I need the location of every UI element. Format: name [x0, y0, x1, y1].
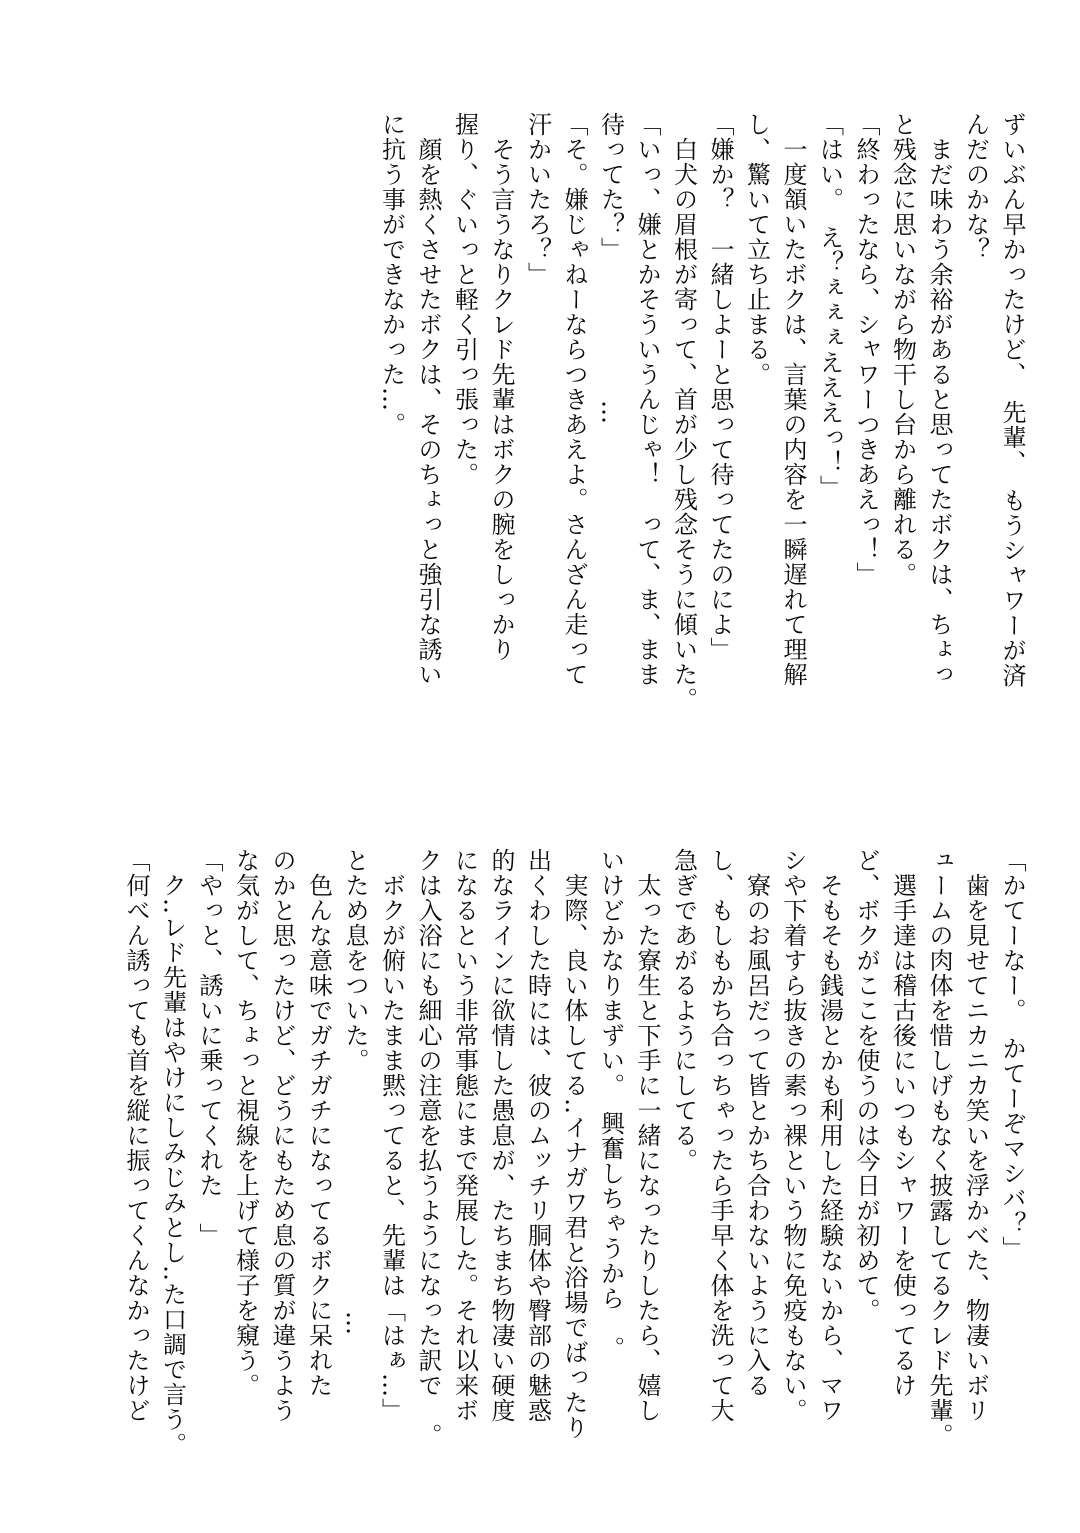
text-line: シや下着すら抜きの素っ裸という物に免疫もない。 — [779, 848, 807, 1423]
text-line: とため息をついた。 … — [341, 848, 369, 1336]
text-line: 寮のお風呂だって皆とかち合わないように入る — [742, 848, 771, 1398]
text-line: 待ってた？」 … — [596, 112, 625, 425]
text-line: な気がして、ちょっと視線を上げて様子を窺う。 — [231, 848, 260, 1398]
text-line: 歯を見せてニカニカ笑いを浮かべた、物凄いボリ — [961, 848, 990, 1423]
text-line: 選手達は稽古後にいつもシャワーを使ってるけ — [888, 848, 917, 1398]
text-line: いけどかなりまずい。 興奮しちゃうから 。 — [596, 848, 625, 1361]
text-line: クは入浴にも細心の注意を払うようになった訳で 。 — [414, 848, 442, 1448]
text-line: と残念に思いながら物干し台から離れる。 — [888, 112, 917, 587]
text-line: そもそも銭湯とかも利用した経験ないから、マワ — [815, 848, 844, 1423]
lower-text-block — [118, 848, 1031, 1488]
text-line: ュームの肉体を惜しげもなく披露してるクレド先輩。 — [925, 848, 953, 1448]
text-line: 「何べん誘っても首を縦に振ってくんなかったけど — [122, 848, 150, 1423]
text-line: 太った寮生と下手に一緒になったりしたら、嬉し — [633, 848, 661, 1423]
text-line: 「そ。嫌じゃねーならつきあえよ。さんざん走って — [560, 112, 588, 687]
text-line: 実際、良い体してる‥イナガワ君と浴場でばったり — [560, 848, 588, 1441]
text-line: ど、ボクがここを使うのは今日が初めて。 — [852, 848, 880, 1323]
text-line: んだのかな？ — [961, 112, 990, 262]
text-line: ずいぶん早かったけど、 先輩、 もうシャワーが済 — [998, 112, 1026, 688]
upper-text-block — [373, 112, 1030, 724]
text-line: まだ味わう余裕があると思ってたボクは、ちょっ — [925, 112, 953, 687]
text-line: 「終わったなら、シャワーつきあえっ！」 — [852, 112, 880, 587]
text-line: 「やっと、誘いに乗ってくれた 」 — [195, 848, 223, 1248]
text-line: に抗う事ができなかった…。 — [377, 112, 406, 437]
text-line: し、もしもかち合っちゃったら手早く体を洗って大 — [706, 848, 734, 1423]
text-line: 握り、ぐいっと軽く引っ張った。 — [450, 112, 479, 487]
text-line: 白犬の眉根が寄って、首が少し残念そうに傾いた。 — [669, 112, 698, 712]
text-line: ボクが俯いたまま黙ってると、先輩は「はぁ…」 — [377, 848, 406, 1423]
text-line: し、驚いて立ち止まる。 — [742, 112, 771, 387]
text-line: 汗かいたろ？」 — [523, 112, 552, 287]
text-line: そう言うなりクレド先輩はボクの腕をしっかり — [487, 112, 515, 662]
text-line: ク‥レド先輩はやけにしみじみとし‥た口調で言う。 — [158, 848, 187, 1458]
text-line: 的なラインに欲情した愚息が、たちまち物凄い硬度 — [487, 848, 515, 1423]
text-line: のかと思ったけど、どうにもため息の質が違うよう — [268, 848, 296, 1423]
text-line: 一度頷いたボクは、言葉の内容を一瞬遅れて理解 — [779, 112, 807, 687]
text-line: 出くわした時には、彼のムッチリ胴体や臀部の魅惑 — [523, 848, 552, 1423]
text-line: になるという非常事態にまで発展した。それ以来ボ — [450, 848, 479, 1423]
text-line: 急ぎであがるようにしてる。 — [669, 848, 698, 1173]
text-line: 「はい。 え？ぇぇぇえええっ！」 — [815, 112, 844, 500]
text-line: 「いっ、嫌とかそういうんじゃ！ って、ま、まま — [633, 112, 661, 687]
text-line: 「かてーなー。 かてーぞマシバ？」 — [998, 848, 1026, 1261]
text-line: 顔を熱くさせたボクは、そのちょっと強引な誘い — [414, 112, 442, 687]
text-line: 色んな意味でガチガチになってるボクに呆れた — [304, 848, 333, 1398]
text-line: 「嫌か？ 一緒しよーと思って待ってたのによ」 — [706, 112, 734, 662]
